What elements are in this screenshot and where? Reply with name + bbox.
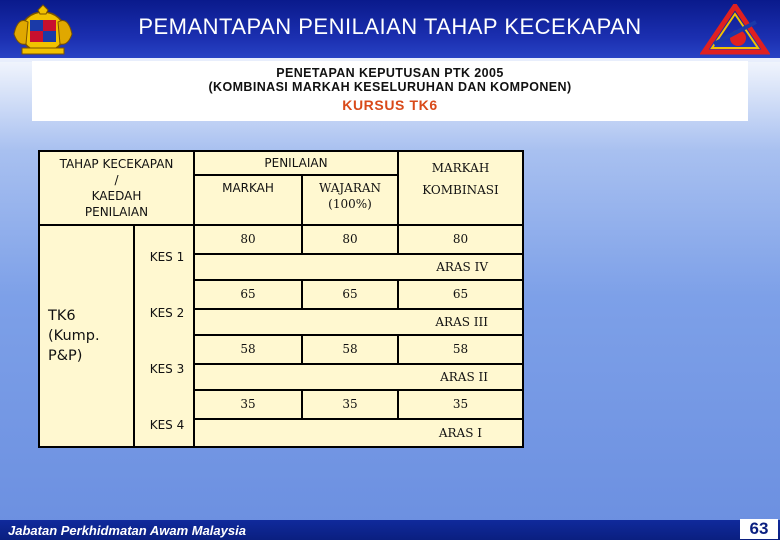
kes-2-label: KES 2 — [149, 305, 185, 320]
page-number: 63 — [740, 519, 778, 539]
header-kombinasi-line2: KOMBINASI — [422, 183, 499, 198]
aras-label: ARAS III — [435, 314, 488, 329]
table-cell-markah: 58 — [195, 336, 301, 363]
jpa-logo-icon — [700, 4, 770, 56]
aras-label: ARAS II — [440, 369, 488, 384]
header-tahap-line2: / — [114, 172, 119, 187]
header-tahap-kecekapan — [40, 152, 193, 224]
kes-1-label: KES 1 — [149, 249, 185, 264]
table-cell-kombinasi: 58 — [399, 336, 522, 363]
footer-organization: Jabatan Perkhidmatan Awam Malaysia — [8, 523, 246, 538]
aras-band — [195, 420, 522, 446]
table-cell-wajaran: 35 — [303, 391, 397, 418]
aras-band — [195, 255, 522, 279]
header-markah: MARKAH — [195, 176, 301, 224]
group-line1: TK6 — [48, 307, 76, 324]
title-banner — [32, 61, 748, 121]
kes-3-label: KES 3 — [149, 361, 185, 376]
banner-subheading: (KOMBINASI MARKAH KESELURUHAN DAN KOMPONEN) — [208, 80, 572, 94]
group-line3: P&P) — [48, 348, 83, 365]
header-wajaran-line2: (100%) — [328, 197, 372, 212]
header-tahap-line1: TAHAP KECEKAPAN — [59, 156, 174, 171]
table-cell-wajaran: 65 — [303, 281, 397, 308]
group-tk6-cell — [40, 226, 133, 446]
table-cell-markah: 80 — [195, 226, 301, 253]
table-cell-kombinasi: 65 — [399, 281, 522, 308]
banner-heading: PENETAPAN KEPUTUSAN PTK 2005 — [276, 66, 504, 80]
header-penilaian: PENILAIAN — [195, 152, 397, 174]
table-cell-wajaran: 80 — [303, 226, 397, 253]
table-cell-kombinasi: 80 — [399, 226, 522, 253]
page-title: PEMANTAPAN PENILAIAN TAHAP KECEKAPAN — [138, 14, 642, 39]
aras-band — [195, 365, 522, 389]
assessment-table — [38, 150, 524, 448]
kes-4-label: KES 4 — [149, 417, 185, 432]
aras-band — [195, 310, 522, 334]
header-tahap-line4: PENILAIAN — [84, 205, 149, 220]
header-wajaran-line1: WAJARAN — [318, 181, 382, 195]
header-wajaran — [303, 176, 397, 224]
group-line2: (Kump. — [48, 327, 100, 344]
table-cell-markah: 65 — [195, 281, 301, 308]
header-markah-kombinasi — [399, 152, 522, 224]
table-cell-kombinasi: 35 — [399, 391, 522, 418]
aras-label: ARAS I — [438, 425, 482, 440]
table-cell-markah: 35 — [195, 391, 301, 418]
header-kombinasi-line1: MARKAH — [431, 161, 490, 175]
header-tahap-line3: KAEDAH — [91, 189, 142, 203]
course-label: KURSUS TK6 — [342, 97, 438, 113]
aras-label: ARAS IV — [436, 259, 488, 274]
table-cell-wajaran: 58 — [303, 336, 397, 363]
